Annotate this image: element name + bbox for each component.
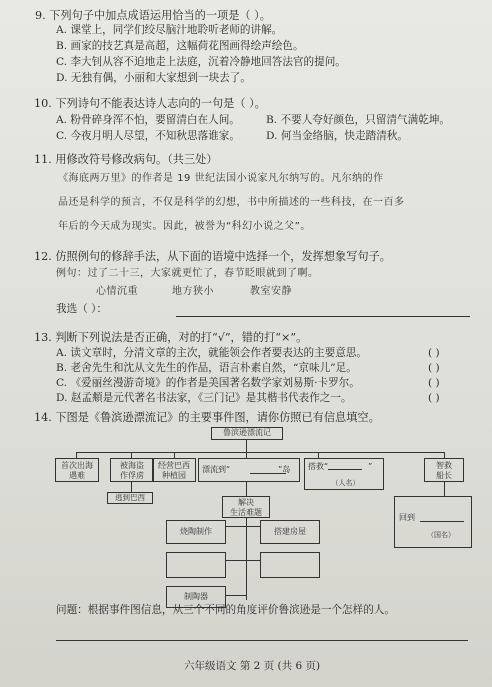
island-name-blank[interactable] xyxy=(250,473,286,474)
q13-option-b: B. 老舍先生和沈从文先生的作品，语言朴素自然，“京味儿”足。 xyxy=(56,362,357,374)
q9-option-a: A. 课堂上，同学们绞尽脑汁地聆听老师的讲解。 xyxy=(56,24,283,36)
q13-option-a: A. 读文章时，分清文章的主次，就能领会作者要表达的主要意思。 xyxy=(56,347,368,359)
q12-option-1: 心情沉重 xyxy=(96,286,138,297)
connector xyxy=(226,560,246,561)
event-return-home xyxy=(394,496,472,548)
q12-example: 例句：过了二十三，大家就更忙了，春节眨眼就到了啊。 xyxy=(56,268,319,279)
q10-option-c: C. 今夜月明人尽望，不知秋思落谁家。 xyxy=(56,130,240,142)
connector xyxy=(246,560,260,561)
connector xyxy=(246,482,247,496)
q14-question: 问题：根据事件图信息，从三个不同的角度评价鲁滨逊是一个怎样的人。 xyxy=(56,604,395,616)
rescue-name-hint: （人名） xyxy=(331,479,360,487)
q13-mark-d[interactable]: ( ) xyxy=(428,392,440,404)
q10-stem: 10. 下列诗句不能表达诗人志向的一句是（ ）。 xyxy=(34,97,266,110)
page-footer: 六年级语文 第 2 页 (共 6 页) xyxy=(184,660,321,672)
event-make-boat: 烧陶制作 xyxy=(166,520,226,544)
q12-answer-line[interactable] xyxy=(176,316,470,317)
event-drift-to-island: 漂流到“ ”岛 xyxy=(198,458,300,482)
country-name-blank[interactable] xyxy=(420,521,464,522)
return-country-hint: （国名） xyxy=(427,531,455,539)
q10-option-b: B. 不要人夸好颜色，只留清气满乾坤。 xyxy=(266,114,451,126)
event-solve-problems: 解决 生活难题 xyxy=(222,496,270,518)
event-rescue xyxy=(304,458,384,490)
blank-event-left[interactable] xyxy=(166,552,226,578)
event-captured-by-pirates: 被海盗 作俘虏 xyxy=(110,458,154,482)
event-save-captain: 智救 船长 xyxy=(424,458,464,482)
q13-option-c: C. 《爱丽丝漫游奇境》的作者是美国著名数学家刘易斯·卡罗尔。 xyxy=(56,377,360,389)
rescue-label: 搭救“ ” xyxy=(308,462,373,471)
connector xyxy=(226,526,246,527)
q14-answer-line[interactable] xyxy=(56,640,468,641)
q9-option-b: B. 画家的技艺真是高超，这幅荷花图画得绘声绘色。 xyxy=(56,40,304,52)
q9-stem: 9. 下列句子中加点成语运用恰当的一项是（ ）。 xyxy=(35,9,271,22)
q10-option-a: A. 粉骨碎身浑不怕，要留清白在人间。 xyxy=(56,114,240,126)
q13-option-d: D. 赵孟頫是元代著名书法家，《三门记》是其楷书代表作之一。 xyxy=(56,392,352,404)
q11-stem: 11. 用修改符号修改病句。（共三处） xyxy=(34,153,218,166)
event-first-voyage: 首次出海 遇难 xyxy=(55,458,99,482)
event-build-house: 搭建房屋 xyxy=(260,520,320,544)
connector xyxy=(246,518,247,600)
blank-event-right[interactable] xyxy=(260,552,320,578)
connector xyxy=(246,526,260,527)
q11-line-1: 《海底两万里》的作者是 19 世纪法国小说家凡尔纳写的。凡尔纳的作 xyxy=(58,173,384,184)
q11-line-2: 品还是科学的预言，不仅是科学的幻想，书中所描述的一些科技，在一百多 xyxy=(58,197,405,208)
q14-stem: 14. 下图是《鲁滨逊漂流记》的主要事件图，请你仿照已有信息填空。 xyxy=(34,411,380,424)
connector xyxy=(444,482,445,496)
connector xyxy=(226,595,246,596)
return-label: 回到 xyxy=(399,513,415,522)
q12-option-3: 教室安静 xyxy=(250,286,292,297)
q9-option-d: D. 无独有偶，小丽和大家想到一块去了。 xyxy=(56,72,251,84)
connector xyxy=(246,440,247,452)
connector xyxy=(131,482,132,492)
q13-mark-c[interactable]: ( ) xyxy=(428,377,440,389)
event-escape-brazil: 逃到巴西 xyxy=(107,492,153,504)
event-brazil-plantation: 经营巴西 种植园 xyxy=(152,458,196,482)
q12-option-2: 地方狭小 xyxy=(172,286,214,297)
q13-mark-b[interactable]: ( ) xyxy=(428,362,440,374)
q13-stem: 13. 判断下列说法是否正确，对的打“√”，错的打“×”。 xyxy=(34,331,308,344)
rescued-person-blank[interactable] xyxy=(328,469,362,470)
q12-choose-label: 我选（ ）： xyxy=(56,303,108,315)
q13-mark-a[interactable]: ( ) xyxy=(428,347,440,359)
q12-stem: 12. 仿照例句的修辞手法，从下面的语境中选择一个，发挥想象写句子。 xyxy=(34,250,391,263)
diagram-root: 鲁滨逊漂流记 xyxy=(211,427,283,440)
q11-line-3: 年后的今天成为现实。因此，被誉为“科幻小说之父”。 xyxy=(58,221,311,232)
event-make-pottery: 制陶器 xyxy=(166,586,226,608)
q10-option-d: D. 何当金络脑，快走踏清秋。 xyxy=(266,130,408,142)
q9-option-c: C. 李大钊从容不迫地走上法庭，沉着冷静地回答法官的提问。 xyxy=(56,56,346,68)
